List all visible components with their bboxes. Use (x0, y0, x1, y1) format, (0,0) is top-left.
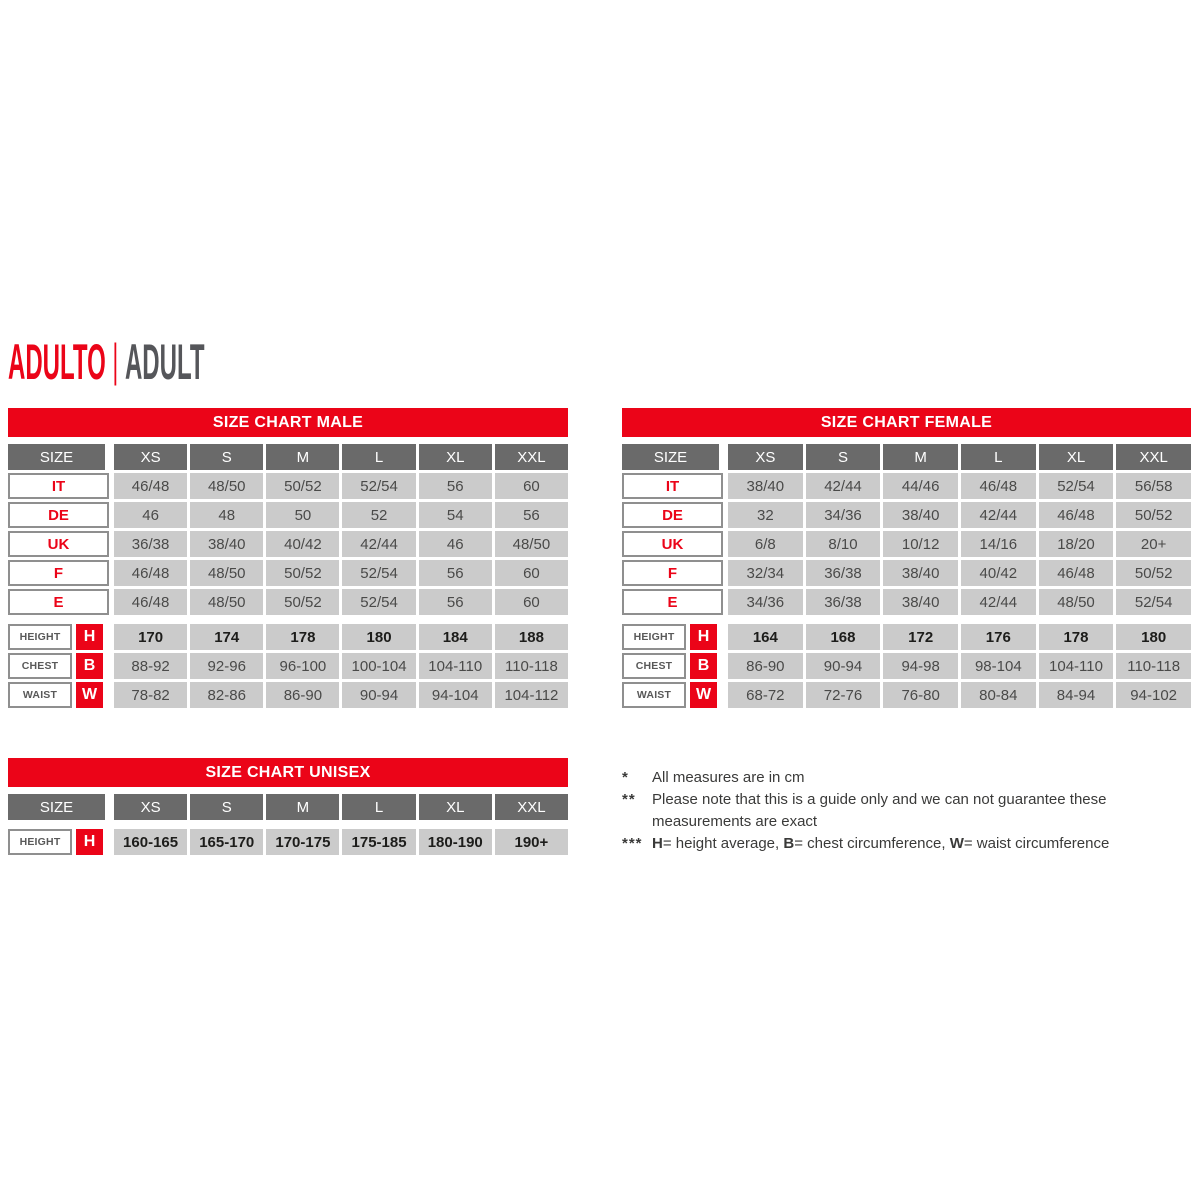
footnote-segment: B (783, 835, 795, 852)
measure-cell: 160-165 (114, 829, 187, 855)
measure-cell: 68-72 (728, 682, 803, 708)
size-cell: 54 (419, 502, 492, 528)
column-header-xs: XS (114, 794, 187, 820)
footnote (622, 789, 1122, 833)
table-title-female: SIZE CHART FEMALE (622, 408, 1191, 437)
size-cell: 50/52 (266, 473, 339, 499)
measure-row-chest (622, 653, 1191, 679)
measure-letter-h: H (690, 624, 717, 650)
measure-row-height (8, 624, 568, 650)
size-cell: 46 (114, 502, 187, 528)
size-cell: 8/10 (806, 531, 881, 557)
size-header-region (8, 444, 114, 470)
label-region (8, 531, 114, 557)
size-cell: 20+ (1116, 531, 1191, 557)
size-column-header: SIZE (8, 794, 105, 820)
column-headers (728, 444, 1191, 470)
column-header-xxl: XXL (1116, 444, 1191, 470)
size-cells (728, 531, 1191, 557)
label-region (622, 502, 728, 528)
column-headers (114, 794, 568, 820)
size-cell: 36/38 (806, 560, 881, 586)
column-header-xl: XL (419, 444, 492, 470)
column-header-row (8, 444, 568, 470)
footnote-segment: = waist circumference (963, 835, 1110, 852)
label-region (8, 473, 114, 499)
measure-cell: 180 (342, 624, 415, 650)
label-region (8, 589, 114, 615)
size-row-f (8, 560, 568, 586)
measure-cell: 178 (1039, 624, 1114, 650)
size-chart-male-table (8, 408, 568, 711)
size-header-region (622, 444, 728, 470)
size-chart-unisex-table (8, 758, 568, 858)
measure-label-height: HEIGHT (8, 624, 72, 650)
measure-letter-b: B (76, 653, 103, 679)
size-cells (114, 560, 568, 586)
column-header-s: S (190, 444, 263, 470)
column-header-l: L (961, 444, 1036, 470)
size-cell: 46/48 (1039, 560, 1114, 586)
footnote-marker: * (622, 769, 629, 786)
measure-cell: 104-110 (419, 653, 492, 679)
size-cell: 56 (419, 473, 492, 499)
size-cells (114, 502, 568, 528)
measure-label-height: HEIGHT (8, 829, 72, 855)
measure-cell: 104-112 (495, 682, 568, 708)
measure-cell: 94-98 (883, 653, 958, 679)
label-region (622, 473, 728, 499)
size-chart-female-table (622, 408, 1191, 711)
measure-cell: 168 (806, 624, 881, 650)
measure-cell: 76-80 (883, 682, 958, 708)
measure-label-chest: CHEST (8, 653, 72, 679)
label-region (8, 502, 114, 528)
size-cell: 52/54 (342, 560, 415, 586)
size-cell: 44/46 (883, 473, 958, 499)
size-cells (728, 589, 1191, 615)
footnote (622, 767, 1122, 789)
footnote-marker: ** (622, 791, 636, 808)
footnote-segment: = height average, (662, 835, 784, 852)
size-system-label-de: DE (8, 502, 109, 528)
measure-row-height (622, 624, 1191, 650)
column-header-l: L (342, 794, 415, 820)
table-title-unisex: SIZE CHART UNISEX (8, 758, 568, 787)
size-cells (728, 560, 1191, 586)
size-cell: 56 (419, 560, 492, 586)
size-cell: 46/48 (114, 589, 187, 615)
measure-cell: 88-92 (114, 653, 187, 679)
column-header-xxl: XXL (495, 794, 568, 820)
label-region (622, 531, 728, 557)
size-system-label-uk: UK (622, 531, 723, 557)
size-cell: 52/54 (1116, 589, 1191, 615)
measure-cell: 110-118 (1116, 653, 1191, 679)
measure-cell: 72-76 (806, 682, 881, 708)
size-cell: 42/44 (806, 473, 881, 499)
size-cell: 56 (419, 589, 492, 615)
size-cell: 32 (728, 502, 803, 528)
measure-cells (728, 682, 1191, 708)
title-secondary: ADULT (124, 334, 205, 390)
size-cell: 48/50 (190, 589, 263, 615)
size-cells (728, 473, 1191, 499)
footnote-marker: *** (622, 835, 643, 852)
measure-row-waist (622, 682, 1191, 708)
size-cell: 56/58 (1116, 473, 1191, 499)
measure-cells (728, 653, 1191, 679)
size-cell: 50/52 (1116, 502, 1191, 528)
footnote (622, 833, 1122, 855)
measure-cell: 104-110 (1039, 653, 1114, 679)
size-cell: 50/52 (266, 589, 339, 615)
size-cell: 10/12 (883, 531, 958, 557)
size-cells (114, 589, 568, 615)
measure-row-waist (8, 682, 568, 708)
measure-letter-h: H (76, 624, 103, 650)
column-header-s: S (190, 794, 263, 820)
measure-cell: 80-84 (961, 682, 1036, 708)
measure-cell: 94-102 (1116, 682, 1191, 708)
size-cell: 38/40 (883, 502, 958, 528)
size-cell: 42/44 (961, 502, 1036, 528)
size-cell: 46/48 (114, 473, 187, 499)
column-headers (114, 444, 568, 470)
size-row-it (8, 473, 568, 499)
measure-cell: 165-170 (190, 829, 263, 855)
size-cell: 56 (495, 502, 568, 528)
measure-cell: 94-104 (419, 682, 492, 708)
measure-cells (114, 682, 568, 708)
page-title (8, 336, 204, 388)
size-cell: 52/54 (1039, 473, 1114, 499)
size-cell: 40/42 (961, 560, 1036, 586)
measure-cell: 170-175 (266, 829, 339, 855)
size-cell: 46/48 (1039, 502, 1114, 528)
column-header-m: M (266, 444, 339, 470)
size-system-label-e: E (622, 589, 723, 615)
measure-cell: 174 (190, 624, 263, 650)
table-title-male: SIZE CHART MALE (8, 408, 568, 437)
size-cell: 50/52 (1116, 560, 1191, 586)
measure-label-waist: WAIST (8, 682, 72, 708)
measure-cell: 86-90 (728, 653, 803, 679)
label-region (8, 560, 114, 586)
label-region (622, 653, 728, 679)
size-row-e (622, 589, 1191, 615)
measure-cell: 92-96 (190, 653, 263, 679)
measure-cells (114, 624, 568, 650)
size-system-label-e: E (8, 589, 109, 615)
column-header-l: L (342, 444, 415, 470)
size-column-header: SIZE (622, 444, 719, 470)
measure-cell: 100-104 (342, 653, 415, 679)
size-cell: 60 (495, 560, 568, 586)
footnotes (622, 767, 1122, 855)
measure-cell: 90-94 (342, 682, 415, 708)
size-cell: 40/42 (266, 531, 339, 557)
size-cell: 38/40 (883, 560, 958, 586)
size-header-region (8, 794, 114, 820)
size-cell: 38/40 (190, 531, 263, 557)
label-region (622, 589, 728, 615)
column-header-row (8, 794, 568, 820)
size-cell: 14/16 (961, 531, 1036, 557)
label-region (622, 560, 728, 586)
measure-cell: 175-185 (342, 829, 415, 855)
size-cell: 50/52 (266, 560, 339, 586)
label-region (622, 682, 728, 708)
column-header-row (622, 444, 1191, 470)
footnote-text: Please note that this is a guide only and we can not guarantee these measurements are exact (652, 791, 1107, 830)
size-row-it (622, 473, 1191, 499)
measure-cells (114, 829, 568, 855)
size-cell: 36/38 (806, 589, 881, 615)
measure-cell: 98-104 (961, 653, 1036, 679)
size-cell: 42/44 (961, 589, 1036, 615)
measure-cell: 90-94 (806, 653, 881, 679)
measure-cell: 110-118 (495, 653, 568, 679)
size-row-uk (8, 531, 568, 557)
size-cell: 48/50 (190, 560, 263, 586)
measure-cells (728, 624, 1191, 650)
column-header-xs: XS (114, 444, 187, 470)
size-cell: 34/36 (728, 589, 803, 615)
footnote-segment: = chest circumference, (794, 835, 950, 852)
measure-cell: 172 (883, 624, 958, 650)
measure-cell: 188 (495, 624, 568, 650)
size-cell: 42/44 (342, 531, 415, 557)
footnote-segment: H (652, 835, 663, 852)
size-cell: 52/54 (342, 473, 415, 499)
size-column-header: SIZE (8, 444, 105, 470)
size-cell: 48/50 (495, 531, 568, 557)
size-cell: 32/34 (728, 560, 803, 586)
size-cell: 48 (190, 502, 263, 528)
size-cells (114, 531, 568, 557)
size-row-f (622, 560, 1191, 586)
measure-row-height (8, 829, 568, 855)
measure-label-height: HEIGHT (622, 624, 686, 650)
size-row-uk (622, 531, 1191, 557)
title-separator: | (112, 334, 119, 386)
title-primary: ADULTO (8, 334, 106, 390)
measure-cell: 180 (1116, 624, 1191, 650)
measure-cell: 190+ (495, 829, 568, 855)
measure-letter-b: B (690, 653, 717, 679)
size-system-label-f: F (8, 560, 109, 586)
column-header-s: S (806, 444, 881, 470)
column-header-xs: XS (728, 444, 803, 470)
measure-row-chest (8, 653, 568, 679)
size-cell: 52 (342, 502, 415, 528)
size-cell: 38/40 (883, 589, 958, 615)
size-cell: 48/50 (1039, 589, 1114, 615)
size-system-label-it: IT (8, 473, 109, 499)
size-cell: 6/8 (728, 531, 803, 557)
measure-letter-w: W (690, 682, 717, 708)
size-cells (728, 502, 1191, 528)
size-system-label-de: DE (622, 502, 723, 528)
footnote-text: All measures are in cm (652, 769, 805, 786)
measure-cell: 84-94 (1039, 682, 1114, 708)
label-region (8, 653, 114, 679)
column-header-m: M (883, 444, 958, 470)
footnote-text (652, 833, 1122, 855)
measure-letter-w: W (76, 682, 103, 708)
size-cell: 36/38 (114, 531, 187, 557)
size-cell: 52/54 (342, 589, 415, 615)
size-cell: 50 (266, 502, 339, 528)
size-cell: 60 (495, 589, 568, 615)
measure-cell: 96-100 (266, 653, 339, 679)
size-system-label-uk: UK (8, 531, 109, 557)
size-cells (114, 473, 568, 499)
column-header-xxl: XXL (495, 444, 568, 470)
column-header-xl: XL (1039, 444, 1114, 470)
measure-cell: 178 (266, 624, 339, 650)
label-region (8, 682, 114, 708)
measure-letter-h: H (76, 829, 103, 855)
size-cell: 38/40 (728, 473, 803, 499)
footnote-segment: W (949, 835, 964, 852)
measure-cell: 184 (419, 624, 492, 650)
measure-cell: 180-190 (419, 829, 492, 855)
size-system-label-f: F (622, 560, 723, 586)
column-header-xl: XL (419, 794, 492, 820)
measure-cell: 176 (961, 624, 1036, 650)
measure-cell: 170 (114, 624, 187, 650)
label-region (8, 829, 114, 855)
measure-cell: 78-82 (114, 682, 187, 708)
label-region (8, 624, 114, 650)
size-row-de (8, 502, 568, 528)
column-header-m: M (266, 794, 339, 820)
size-row-e (8, 589, 568, 615)
measure-label-waist: WAIST (622, 682, 686, 708)
measure-cell: 82-86 (190, 682, 263, 708)
measure-cell: 86-90 (266, 682, 339, 708)
label-region (622, 624, 728, 650)
size-cell: 18/20 (1039, 531, 1114, 557)
measure-label-chest: CHEST (622, 653, 686, 679)
size-system-label-it: IT (622, 473, 723, 499)
size-cell: 48/50 (190, 473, 263, 499)
size-row-de (622, 502, 1191, 528)
size-cell: 46/48 (961, 473, 1036, 499)
measure-cells (114, 653, 568, 679)
size-cell: 34/36 (806, 502, 881, 528)
measure-cell: 164 (728, 624, 803, 650)
size-cell: 60 (495, 473, 568, 499)
size-cell: 46/48 (114, 560, 187, 586)
size-cell: 46 (419, 531, 492, 557)
